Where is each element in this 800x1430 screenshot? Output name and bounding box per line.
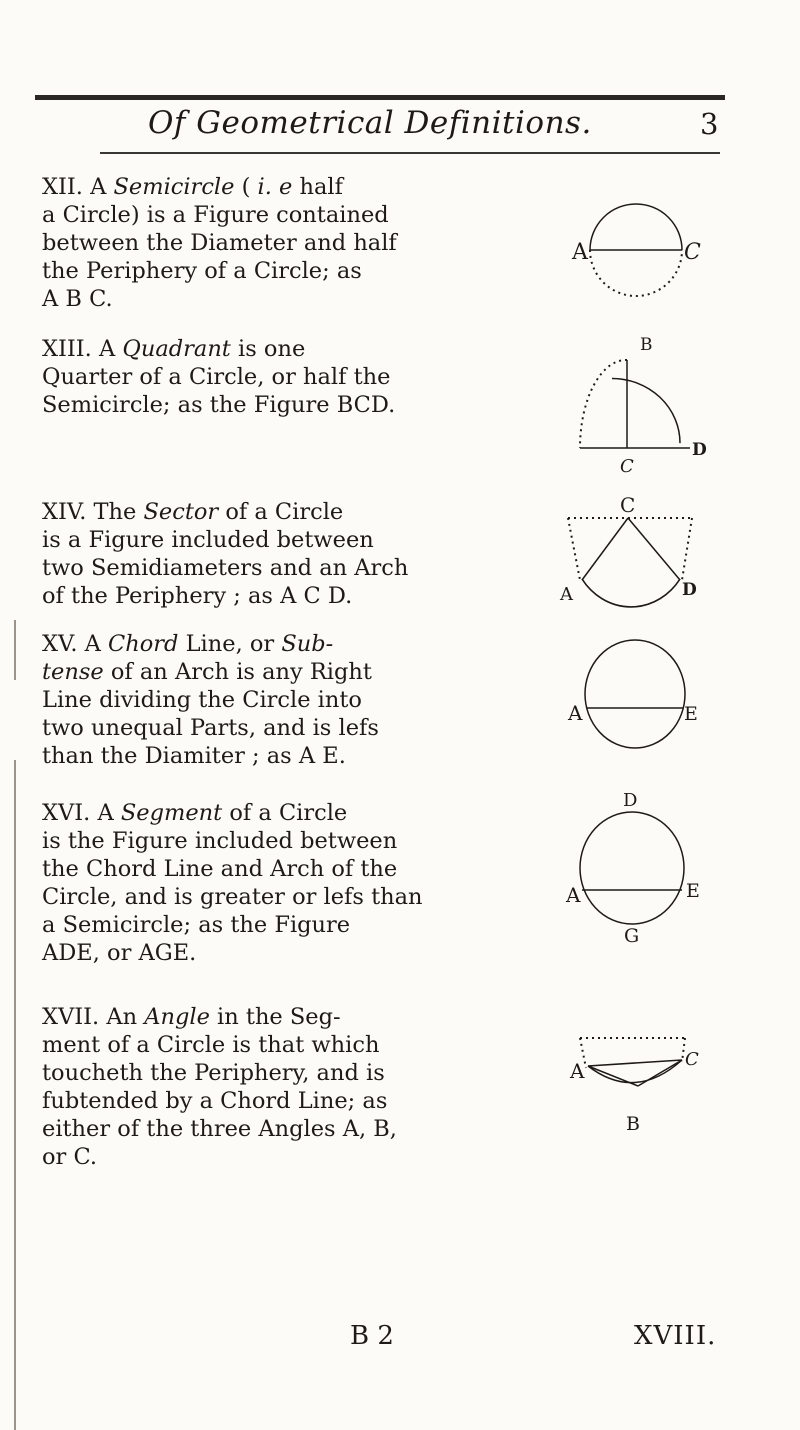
text-run: of a Circle bbox=[218, 499, 344, 525]
margin-shadow bbox=[14, 760, 16, 1430]
label-e: E bbox=[686, 880, 700, 902]
italic-term: i. e bbox=[257, 174, 293, 200]
text-run: XVII. An bbox=[42, 1004, 145, 1030]
text-run: XIII. A bbox=[42, 336, 123, 362]
text-run: half bbox=[292, 174, 343, 200]
text-run: is one bbox=[230, 336, 306, 362]
figure-chord bbox=[560, 628, 700, 758]
figure-quadrant bbox=[560, 330, 707, 480]
text-run: or C. bbox=[42, 1144, 98, 1170]
text-run: two Semidiameters and an Arch bbox=[42, 555, 409, 581]
margin-shadow bbox=[14, 620, 16, 680]
text-run: XVI. A bbox=[42, 800, 121, 826]
label-a: A bbox=[568, 701, 583, 725]
definition-line bbox=[42, 1143, 492, 1171]
italic-term: tense bbox=[42, 659, 104, 685]
text-run: fubtended by a Chord Line; as bbox=[42, 1088, 388, 1114]
italic-term: Semicircle bbox=[113, 174, 235, 200]
text-run: of an Arch is any Right bbox=[103, 659, 372, 685]
italic-term: Angle bbox=[144, 1004, 210, 1030]
definition-line bbox=[42, 714, 492, 742]
definition-line bbox=[42, 554, 492, 582]
text-run: the Chord Line and Arch of the bbox=[42, 856, 398, 882]
page-title: Of Geometrical Definitions. bbox=[148, 105, 592, 141]
definition-line bbox=[42, 363, 492, 391]
definition-line bbox=[42, 883, 492, 911]
definition-xvi bbox=[42, 799, 492, 967]
label-a: A bbox=[572, 240, 588, 265]
text-run: two unequal Parts, and is lefs bbox=[42, 715, 379, 741]
definition-line bbox=[42, 799, 492, 827]
definition-line bbox=[42, 658, 492, 686]
text-run: Semicircle; as the Figure BCD. bbox=[42, 392, 396, 418]
text-run: the Periphery of a Circle; as bbox=[42, 258, 362, 284]
italic-term: Sub- bbox=[281, 631, 334, 657]
text-run: toucheth the Periphery, and is bbox=[42, 1060, 385, 1086]
text-run: than the Diamiter ; as A E. bbox=[42, 743, 346, 769]
definition-line bbox=[42, 1087, 492, 1115]
label-c: C bbox=[620, 456, 634, 477]
definition-line bbox=[42, 391, 492, 419]
label-g: G bbox=[624, 925, 640, 947]
definition-xiv bbox=[42, 498, 492, 610]
definition-line bbox=[42, 939, 492, 967]
label-a: A bbox=[570, 1059, 585, 1083]
italic-term: Segment bbox=[120, 800, 223, 826]
text-run: A B C. bbox=[42, 286, 113, 312]
label-a: A bbox=[560, 584, 573, 605]
label-d: D bbox=[623, 790, 638, 811]
definition-line bbox=[42, 173, 492, 201]
italic-term: Chord bbox=[108, 631, 179, 657]
italic-term: Sector bbox=[143, 499, 219, 525]
figure-semicircle bbox=[560, 175, 700, 305]
text-run: either of the three Angles A, B, bbox=[42, 1116, 397, 1142]
figure-sector bbox=[560, 490, 700, 610]
text-run: Line dividing the Circle into bbox=[42, 687, 362, 713]
text-run: Quarter of a Circle, or half the bbox=[42, 364, 391, 390]
definition-line bbox=[42, 827, 492, 855]
definition-line bbox=[42, 335, 492, 363]
text-run: Line, or bbox=[178, 631, 282, 657]
definition-xii bbox=[42, 173, 492, 313]
text-run: ADE, or AGE. bbox=[42, 940, 197, 966]
label-e: E bbox=[684, 703, 698, 725]
definition-line bbox=[42, 686, 492, 714]
label-c: C bbox=[685, 1049, 699, 1070]
text-run: ( bbox=[234, 174, 258, 200]
text-run: in the Seg- bbox=[209, 1004, 341, 1030]
label-a: A bbox=[566, 883, 581, 907]
definition-xv bbox=[42, 630, 492, 770]
signature-mark: B 2 bbox=[350, 1321, 394, 1351]
text-run: of a Circle bbox=[222, 800, 348, 826]
label-b: B bbox=[640, 335, 653, 355]
header-rule-top bbox=[35, 95, 725, 100]
text-run: ment of a Circle is that which bbox=[42, 1032, 380, 1058]
definition-line bbox=[42, 1031, 492, 1059]
definition-line bbox=[42, 498, 492, 526]
text-run: XV. A bbox=[42, 631, 109, 657]
figure-segment bbox=[560, 782, 700, 947]
text-run: of the Periphery ; as A C D. bbox=[42, 583, 353, 609]
definition-line bbox=[42, 1115, 492, 1143]
italic-term: Quadrant bbox=[122, 336, 231, 362]
text-run: a Semicircle; as the Figure bbox=[42, 912, 351, 938]
text-run: is the Figure included between bbox=[42, 828, 398, 854]
text-run: between the Diameter and half bbox=[42, 230, 397, 256]
definition-line bbox=[42, 630, 492, 658]
definition-line bbox=[42, 855, 492, 883]
text-run: XIV. The bbox=[42, 499, 144, 525]
definition-line bbox=[42, 526, 492, 554]
label-d: D bbox=[692, 440, 707, 460]
header-rule-bottom bbox=[100, 152, 720, 154]
label-c: C bbox=[684, 240, 701, 265]
definition-line bbox=[42, 911, 492, 939]
definition-line bbox=[42, 285, 492, 313]
definition-line bbox=[42, 1059, 492, 1087]
label-c: C bbox=[620, 493, 636, 517]
text-run: a Circle) is a Figure contained bbox=[42, 202, 389, 228]
label-d: D bbox=[682, 580, 697, 600]
definition-line bbox=[42, 257, 492, 285]
text-run: Circle, and is greater or lefs than bbox=[42, 884, 423, 910]
definition-line bbox=[42, 1003, 492, 1031]
text-run: is a Figure included between bbox=[42, 527, 374, 553]
definition-xiii bbox=[42, 335, 492, 419]
definition-line bbox=[42, 582, 492, 610]
definition-line bbox=[42, 201, 492, 229]
label-b: B bbox=[626, 1113, 640, 1135]
running-header bbox=[0, 105, 800, 155]
catchword: XVIII. bbox=[634, 1321, 717, 1351]
figure-angle-in-segment bbox=[560, 1020, 700, 1140]
definition-line bbox=[42, 229, 492, 257]
text-run: XII. A bbox=[42, 174, 114, 200]
page-number: 3 bbox=[700, 107, 719, 141]
definition-line bbox=[42, 742, 492, 770]
definition-xvii bbox=[42, 1003, 492, 1171]
